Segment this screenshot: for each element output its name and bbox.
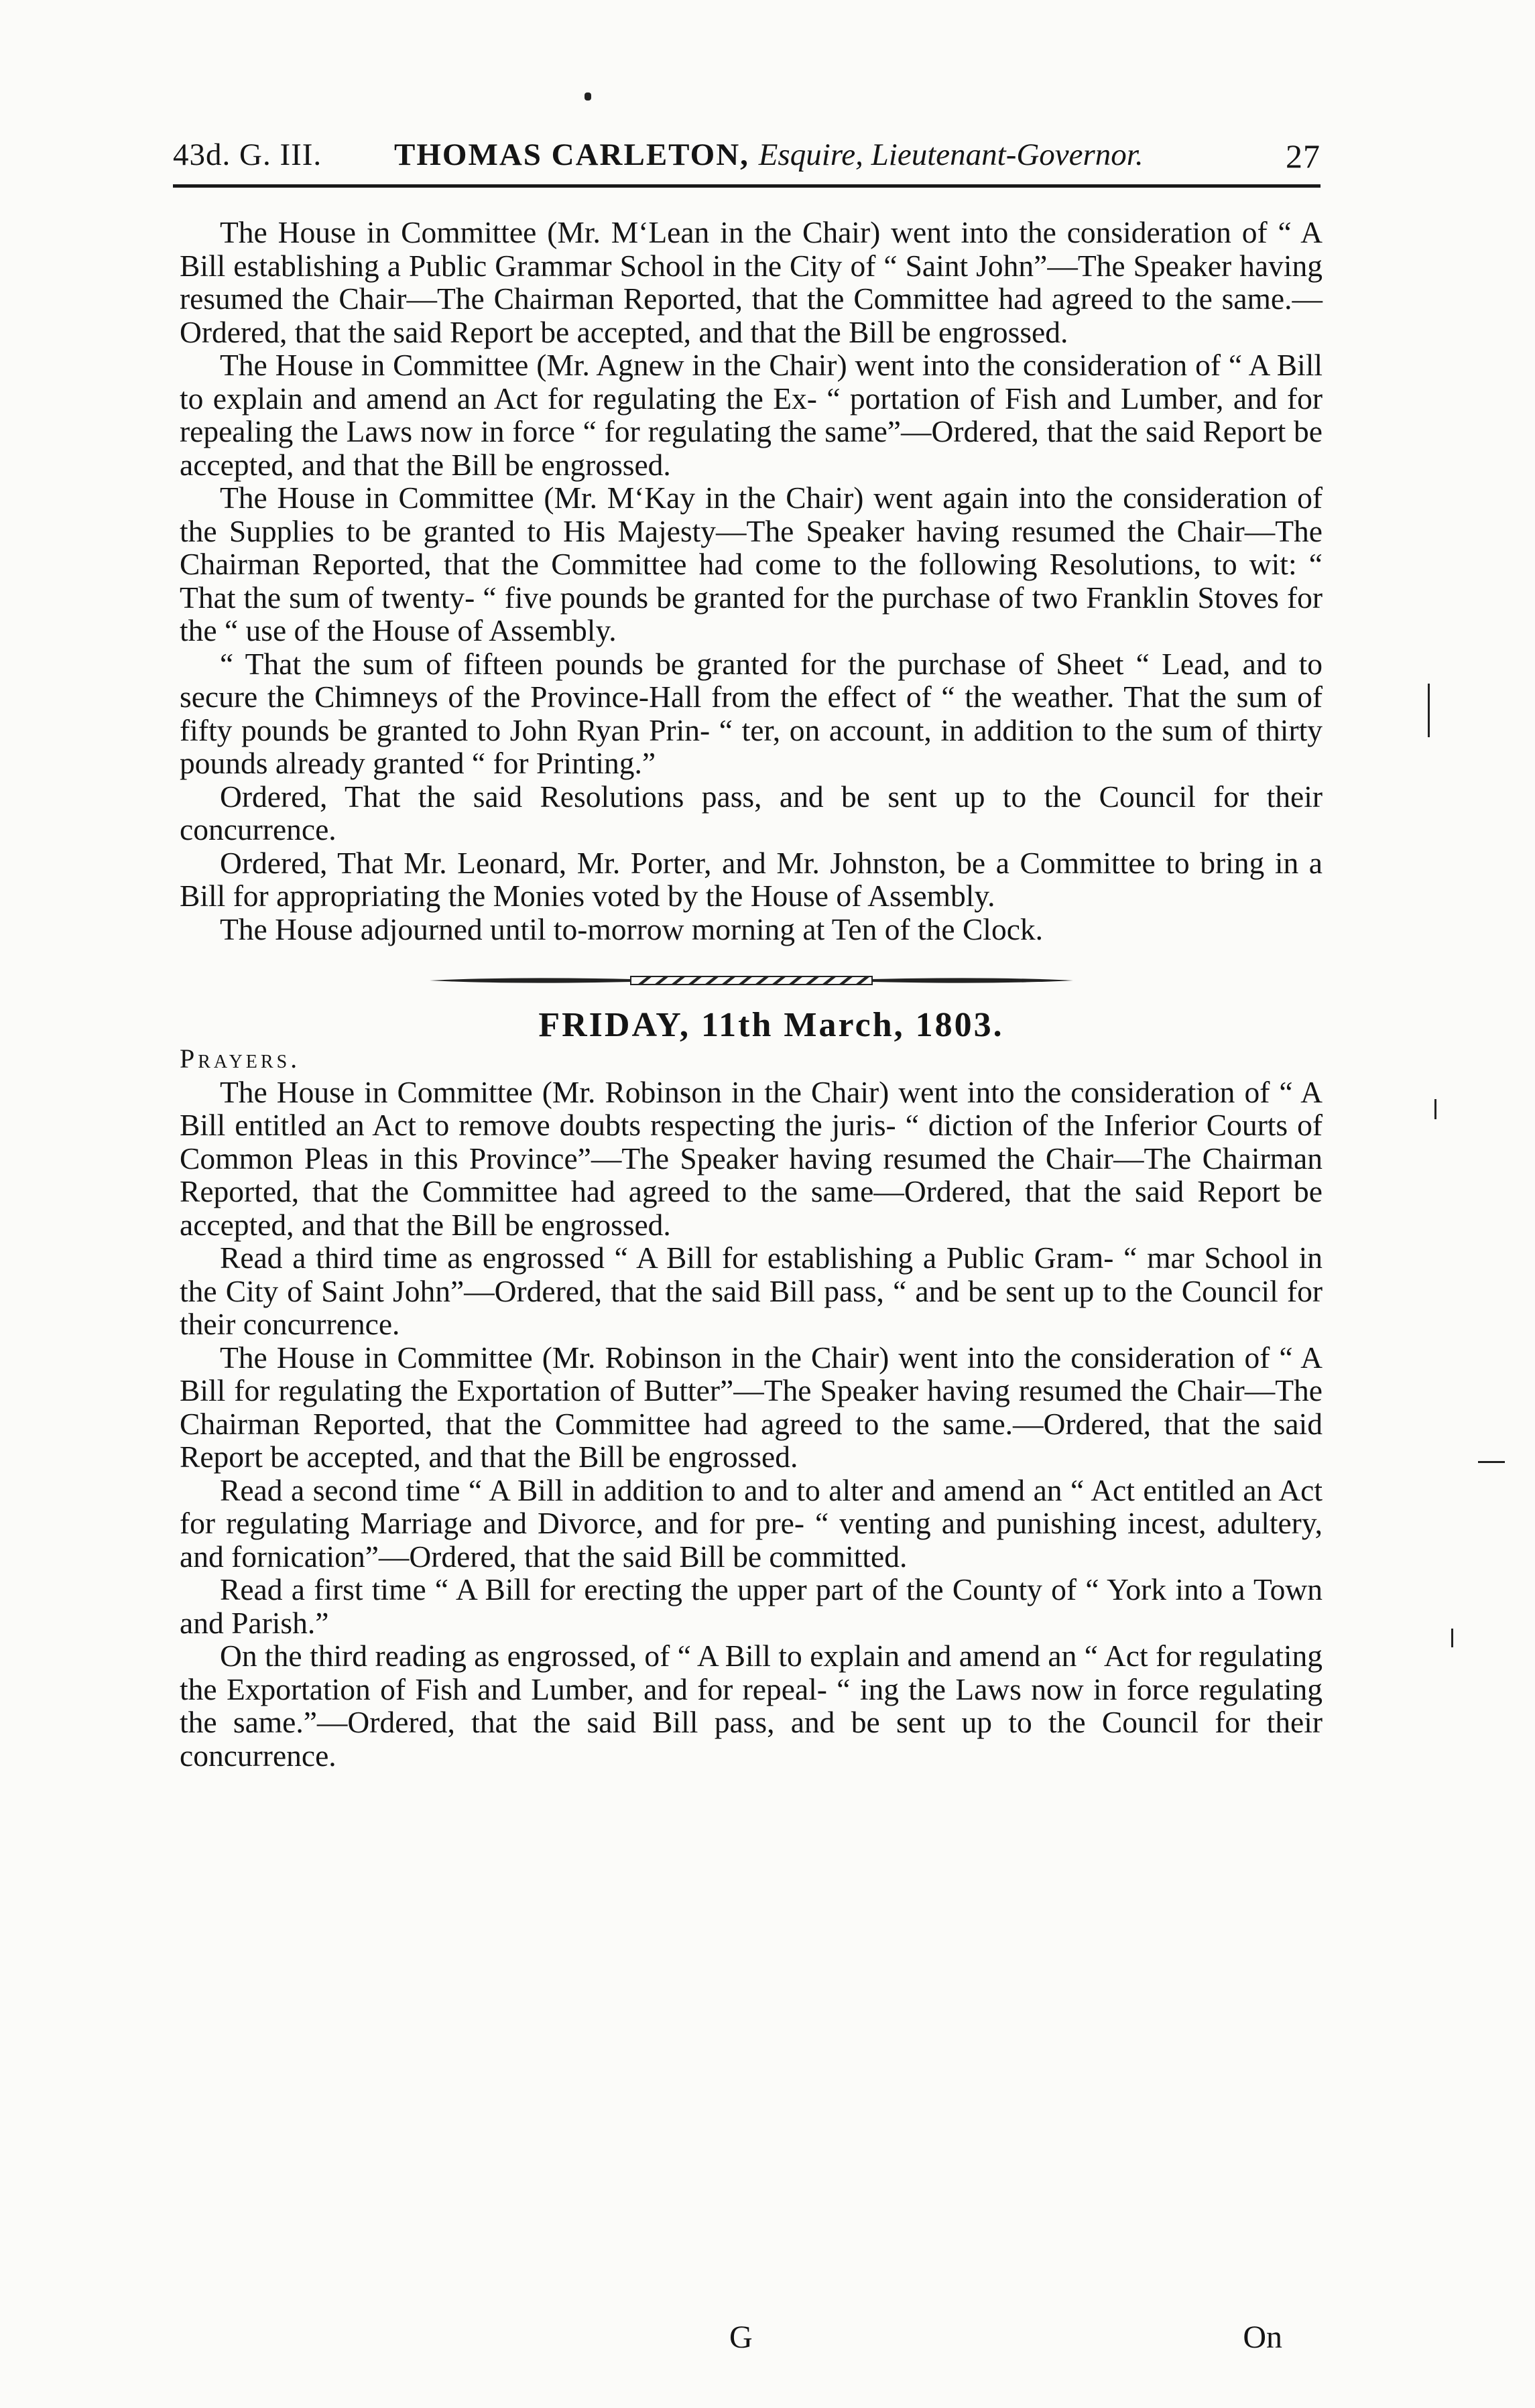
ornamental-divider bbox=[430, 972, 1073, 989]
running-header bbox=[173, 127, 1321, 188]
paragraph: The House in Committee (Mr. M‘Lean in the Chair) went into the consideration of “ A Bill establishing a Public Grammar School in the City of “ Saint John”—The Speaker having resumed the Chair—The Chairman Reported, that the Committee had agreed to the same.—Ordered, that the said Report be accepted, and that the Bill be engrossed. bbox=[180, 215, 1323, 349]
paragraph: The House in Committee (Mr. M‘Kay in the Chair) went again into the consideration of the Supplies to be granted to His Majesty—The Speaker having resumed the Chair—The Chairman Reported, that the Committee had come to the following Resolutions, to wit: “ That the sum of twenty- “ five pounds be granted for the purchase of two Franklin Stoves for the “ use of the House of Assembly. bbox=[180, 481, 1323, 647]
paragraph: Read a first time “ A Bill for erecting the upper part of the County of “ York into a Town and Parish.” bbox=[180, 1572, 1323, 1640]
scan-speck bbox=[1451, 1629, 1453, 1647]
prayers-label: Prayers. bbox=[180, 1043, 301, 1074]
paragraph: On the third reading as engrossed, of “ A Bill to explain and amend an “ Act for regulating the Exportation of Fish and Lumber, and for repeal- “ ing the Laws now in force regulating the same.”—Ordered, that the said Bill pass, and be sent up to the Council for their concurrence. bbox=[180, 1639, 1323, 1773]
paragraph: The House in Committee (Mr. Robinson in the Chair) went into the consideration of “ A Bill for regulating the Exportation of Butter”—The Speaker having resumed the Chair—The Chairman Reported, that the Committee had agreed to the same.—Ordered, that the said Report be accepted, and that the Bill be engrossed. bbox=[180, 1340, 1323, 1474]
header-title bbox=[394, 137, 1144, 173]
paragraph: The House adjourned until to-morrow morning at Ten of the Clock. bbox=[220, 911, 1044, 946]
catchword: On bbox=[1243, 2320, 1282, 2355]
page-number: 27 bbox=[1286, 137, 1321, 175]
paragraph: Read a second time “ A Bill in addition to and to alter and amend an “ Act entitled an Act for regulating Marriage and Divorce, and for pre- “ venting and punishing incest, adultery, and fornication”—Ordered, that the said Bill be committed. bbox=[180, 1472, 1323, 1574]
paragraph: Ordered, That Mr. Leonard, Mr. Porter, and Mr. Johnston, be a Committee to bring in a Bill for appropriating the Monies voted by the House of Assembly. bbox=[180, 845, 1323, 913]
header-rule bbox=[173, 184, 1321, 188]
day-heading: FRIDAY, 11th March, 1803. bbox=[538, 1006, 1004, 1044]
paragraph: Ordered, That the said Resolutions pass, and be sent up to the Council for their concurrence. bbox=[180, 779, 1323, 846]
scan-speck bbox=[1428, 684, 1430, 737]
paragraph: The House in Committee (Mr. Robinson in the Chair) went into the consideration of “ A Bill entitled an Act to remove doubts respecting the juris- “ diction of the Inferior Courts of Common Pleas in this Province”—The Speaker having resumed the Chair—The Chairman Reported, that the Committee had agreed to the same—Ordered, that the said Report be accepted, and that the Bill be engrossed. bbox=[180, 1074, 1323, 1242]
scan-speck bbox=[1434, 1099, 1436, 1119]
journal-text bbox=[180, 216, 1323, 1772]
paragraph: Read a third time as engrossed “ A Bill for establishing a Public Gram- “ mar School in the City of Saint John”—Ordered, that the said Bill pass, “ and be sent up to the Council for their concurrence. bbox=[180, 1241, 1323, 1341]
header-office: Esquire, Lieutenant-Governor. bbox=[758, 137, 1144, 172]
scan-speck bbox=[1478, 1461, 1505, 1463]
header-regnal-year: 43d. G. III. bbox=[173, 137, 322, 172]
page-footer bbox=[180, 2319, 1323, 2366]
signature-mark: G bbox=[729, 2320, 753, 2355]
header-name: THOMAS CARLETON, bbox=[394, 137, 749, 172]
ornament-rule-icon bbox=[430, 972, 1073, 989]
paragraph: The House in Committee (Mr. Agnew in the Chair) went into the consideration of “ A Bill to explain and amend an Act for regulating the Ex- “ portation of Fish and Lumber, and for repealing the Laws now in force “ for regulating the same”—Ordered, that the said Report be accepted, and that the Bill be engrossed. bbox=[180, 348, 1323, 482]
scan-speck bbox=[585, 92, 591, 101]
paragraph: “ That the sum of fifteen pounds be granted for the purchase of Sheet “ Lead, and to secure the Chimneys of the Province-Hall from the effect of “ the weather. That the sum of fifty pounds be granted to John Ryan Prin- “ ter, on account, in addition to the sum of thirty pounds already granted “ for Printing.” bbox=[180, 646, 1323, 780]
